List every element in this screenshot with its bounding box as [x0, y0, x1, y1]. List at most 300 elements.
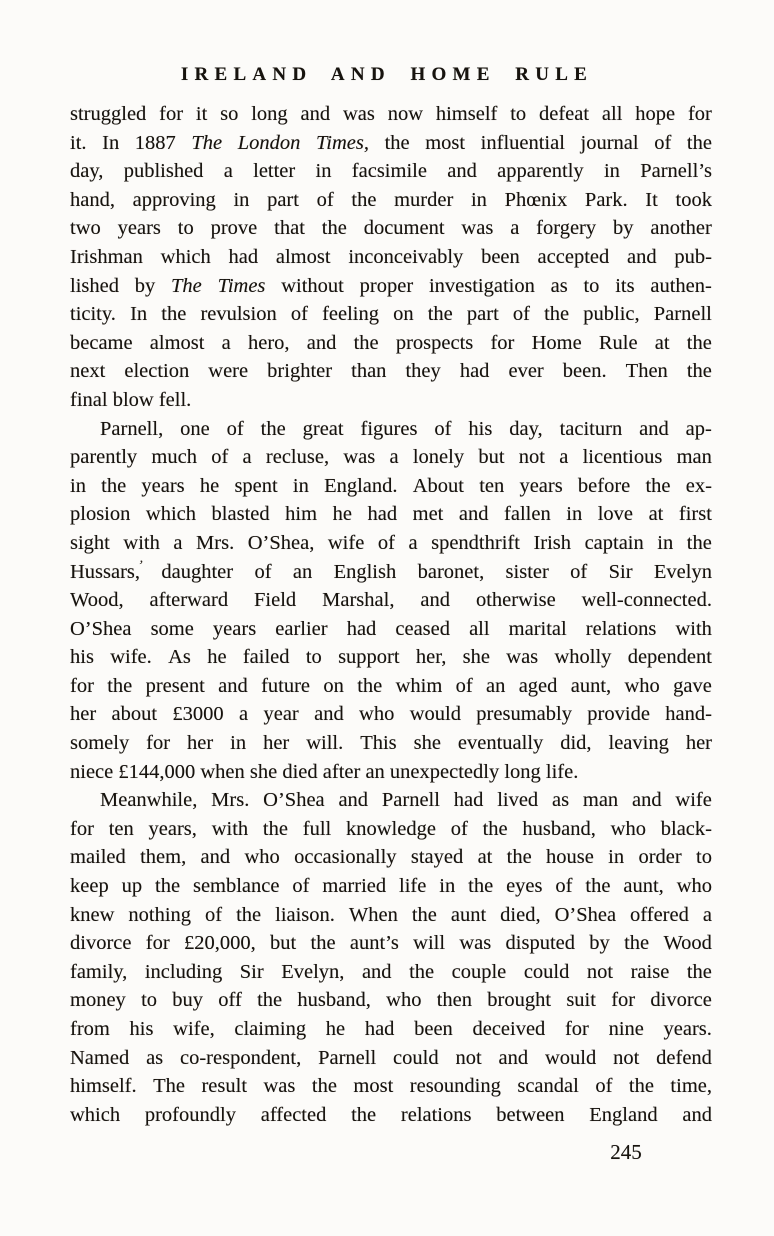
word: not — [613, 1046, 640, 1069]
word: relations — [585, 617, 657, 640]
word: When — [348, 903, 398, 926]
word: forgery — [536, 217, 597, 240]
word: relations — [400, 1103, 472, 1126]
word: to — [583, 274, 600, 297]
word: and — [218, 674, 248, 697]
word: approving — [132, 188, 216, 211]
word: £3000 — [172, 703, 224, 726]
word: and — [458, 503, 489, 526]
word: lived — [497, 789, 539, 812]
word: whim — [395, 674, 443, 697]
word: journal — [580, 131, 639, 154]
word: next — [70, 360, 106, 383]
word: the — [624, 932, 650, 955]
word: Sir — [239, 960, 264, 983]
word: almost — [149, 331, 205, 354]
word: an — [292, 560, 313, 583]
word: man — [582, 789, 619, 812]
word: could — [393, 1046, 439, 1069]
word: English — [333, 560, 397, 583]
word: earlier — [275, 617, 328, 640]
text-line — [70, 357, 712, 386]
word: were — [208, 360, 249, 383]
word: aunt, — [623, 875, 664, 898]
word: Meanwhile, — [100, 789, 198, 812]
word: figures — [360, 417, 418, 440]
word: prospects — [395, 331, 474, 354]
word: future — [261, 674, 311, 697]
word: hero, — [247, 331, 290, 354]
word: on — [393, 303, 414, 326]
text-line — [70, 815, 712, 844]
word: another — [650, 217, 712, 240]
word: affected — [260, 1103, 327, 1126]
word: a — [242, 446, 252, 469]
word: of — [211, 446, 229, 469]
word: of — [434, 417, 452, 440]
word: in — [292, 474, 309, 497]
word: on — [323, 674, 344, 697]
word: the — [384, 131, 410, 154]
word: in — [315, 160, 332, 183]
word: to — [696, 846, 712, 869]
word: of — [290, 303, 308, 326]
word: from — [70, 1018, 110, 1040]
word: most — [425, 131, 466, 154]
word: had — [228, 245, 259, 268]
word: It — [645, 188, 658, 211]
word: her — [685, 732, 712, 755]
word: of — [654, 131, 672, 154]
word: in — [233, 188, 250, 211]
word: knew — [70, 903, 115, 926]
word: letter — [253, 160, 296, 183]
word: and — [300, 103, 331, 125]
word: family, — [70, 960, 128, 983]
word: and — [639, 417, 669, 440]
word: wife. — [110, 646, 152, 669]
word: In — [102, 131, 120, 154]
word: otherwise — [475, 589, 556, 612]
word: years, — [148, 817, 197, 840]
word: keep — [70, 875, 109, 898]
word: of — [205, 903, 223, 926]
word: couple — [451, 960, 507, 983]
word: occasionally — [294, 846, 397, 869]
word: marital — [508, 617, 567, 640]
word: and — [420, 589, 451, 612]
word: would — [544, 1046, 597, 1069]
word: the — [686, 331, 712, 354]
word: black- — [660, 817, 712, 840]
word: man — [676, 446, 712, 469]
word: Named — [70, 1046, 130, 1069]
word: Parnell’s — [640, 160, 712, 183]
word: for — [70, 674, 94, 697]
word: provide — [587, 703, 650, 726]
word: taciturn — [559, 417, 623, 440]
text-line — [70, 558, 712, 587]
word: inconceivably — [348, 245, 464, 268]
word: and — [200, 846, 231, 869]
word: and — [632, 789, 662, 812]
word: plosion — [70, 503, 131, 526]
word: he — [332, 503, 352, 526]
word: semblance — [192, 875, 280, 898]
word: of — [377, 531, 395, 554]
running-header: IRELAND AND HOME RULE — [180, 64, 594, 85]
text-line — [70, 186, 712, 215]
word: could — [523, 960, 570, 983]
word: lished — [70, 274, 119, 297]
word: £20,000, — [183, 932, 256, 955]
word: and — [338, 789, 369, 812]
word: a — [702, 903, 712, 926]
text-line — [70, 929, 712, 958]
word: long — [251, 103, 288, 125]
word: a — [510, 217, 520, 240]
word: and — [682, 1103, 712, 1126]
word: so — [220, 103, 239, 125]
word: Mrs. — [196, 531, 235, 554]
word: wife — [675, 789, 712, 812]
word: great — [302, 417, 344, 440]
text-line — [70, 958, 712, 987]
word: 1887 — [134, 131, 176, 154]
word: he — [207, 646, 227, 669]
word: the — [351, 1103, 377, 1126]
word: but — [270, 932, 297, 955]
word: took — [675, 188, 712, 211]
text-block — [70, 100, 712, 1129]
word: hand, — [70, 188, 115, 211]
word: dependent — [627, 646, 712, 669]
word: in — [657, 531, 674, 554]
word: would — [409, 703, 461, 726]
word: was — [461, 217, 494, 240]
word: ap- — [685, 417, 712, 440]
word: aunt — [450, 903, 487, 926]
word: blasted — [211, 503, 270, 526]
word: for — [145, 932, 170, 955]
word: apparently — [497, 160, 584, 183]
word: which — [160, 245, 211, 268]
word: husband, — [297, 989, 371, 1012]
word: Parnell — [318, 1046, 377, 1069]
word: was — [342, 103, 375, 125]
word: offered — [630, 903, 689, 926]
word: two — [70, 217, 101, 240]
word: for — [490, 331, 515, 354]
word: to — [141, 989, 158, 1012]
word: of — [450, 817, 468, 840]
word: a — [221, 331, 231, 354]
word: the — [585, 875, 611, 898]
word: and — [627, 245, 657, 268]
word: was — [343, 446, 376, 469]
word: who — [624, 674, 660, 697]
word: Irishman — [70, 245, 143, 268]
word: wife, — [173, 1018, 215, 1040]
word: Parnell — [381, 789, 440, 812]
word: Phœnix — [504, 188, 568, 211]
word: of — [254, 560, 272, 583]
word: husband, — [522, 817, 596, 840]
word: not — [586, 960, 614, 983]
word: presumably — [476, 703, 572, 726]
word: been — [481, 245, 520, 268]
word: for — [687, 103, 712, 125]
word: wife — [327, 531, 365, 554]
word: the — [686, 531, 712, 554]
word: This — [360, 732, 397, 755]
word: authen- — [650, 274, 712, 297]
word: raise — [630, 960, 670, 983]
word: buy — [172, 989, 204, 1012]
word: the — [544, 303, 570, 326]
word: in — [566, 503, 583, 526]
word: the — [310, 932, 336, 955]
word: failed — [242, 646, 290, 669]
text-line — [70, 386, 712, 415]
word: sister — [505, 560, 549, 583]
word: all — [469, 617, 490, 640]
word: stayed — [410, 846, 464, 869]
word: Times — [217, 274, 266, 297]
text-line — [70, 1044, 712, 1073]
word: including — [144, 960, 223, 983]
text-line — [70, 272, 712, 301]
word: that — [274, 217, 305, 240]
word: love — [597, 503, 634, 526]
page-number: 245 — [610, 1140, 642, 1164]
word: the — [468, 875, 494, 898]
word: The — [171, 274, 202, 297]
word: her, — [415, 646, 447, 669]
word: him — [285, 503, 318, 526]
word: who — [676, 875, 712, 898]
word: O’Shea — [263, 789, 325, 812]
word: the — [311, 1075, 337, 1098]
word: part — [466, 303, 499, 326]
word: O’Shea, — [247, 531, 315, 554]
text-line — [70, 586, 712, 615]
word: ex- — [685, 474, 712, 497]
word: resounding — [409, 1075, 501, 1098]
word: a — [173, 531, 183, 554]
word: as — [550, 274, 568, 297]
word: the — [427, 303, 453, 326]
word: of — [316, 188, 334, 211]
text-line — [70, 1015, 712, 1044]
word: afterward — [149, 589, 229, 612]
word: at — [654, 331, 670, 354]
word: The — [191, 131, 223, 154]
word: Home — [531, 331, 582, 354]
word: of — [292, 875, 310, 898]
word: himself — [435, 103, 498, 125]
text-line — [70, 529, 712, 558]
word: without — [281, 274, 344, 297]
word: between — [496, 1103, 565, 1126]
word: a — [223, 160, 233, 183]
word: with — [123, 531, 160, 554]
word: pub- — [674, 245, 712, 268]
word: one — [180, 417, 210, 440]
text-line — [70, 1101, 712, 1130]
word: wholly — [554, 646, 612, 669]
text-segment: niece £144,000 when she died after an unexpectedly long life. — [70, 760, 579, 783]
word: Rule — [598, 331, 638, 354]
word: at — [477, 846, 493, 869]
word: for — [564, 1018, 589, 1040]
word: his — [468, 417, 493, 440]
word: to — [510, 103, 527, 125]
word: public, — [583, 303, 640, 326]
word: of — [570, 560, 588, 583]
word: had — [453, 789, 484, 812]
text-line — [70, 243, 712, 272]
word: a — [239, 703, 249, 726]
text-line — [70, 129, 712, 158]
word: in — [603, 160, 620, 183]
word: a — [559, 446, 569, 469]
word: Sir — [608, 560, 633, 583]
word: the — [686, 360, 712, 383]
word: prove — [210, 217, 258, 240]
word: ceased — [395, 617, 450, 640]
word: the — [101, 474, 127, 497]
word: up — [121, 875, 143, 898]
word: ticity. — [70, 303, 116, 326]
word: he — [325, 1018, 346, 1040]
word: eventually — [457, 732, 544, 755]
word: her — [70, 703, 97, 726]
word: liaison. — [275, 903, 335, 926]
word: the — [155, 875, 181, 898]
word: was — [459, 932, 492, 955]
word: for — [146, 732, 171, 755]
word: then — [436, 989, 473, 1012]
word: of — [555, 875, 573, 898]
word: About — [412, 474, 464, 497]
word: the — [260, 417, 286, 440]
word: years — [519, 474, 563, 497]
word: the — [262, 817, 288, 840]
word: deceived — [472, 1018, 546, 1040]
word: Evelyn, — [281, 960, 345, 983]
text-line — [70, 729, 712, 758]
word: Evelyn — [653, 560, 712, 583]
text-line — [70, 100, 712, 129]
word: well-connected. — [581, 589, 712, 612]
word: fallen — [504, 503, 551, 526]
word: scandal — [517, 1075, 579, 1098]
word: hope — [635, 103, 676, 125]
word: had — [459, 360, 490, 383]
word: defeat — [539, 103, 590, 125]
word: Wood, — [70, 589, 124, 612]
word: the — [107, 674, 133, 697]
word: met — [412, 503, 444, 526]
word: them, — [140, 846, 187, 869]
text-line — [70, 700, 712, 729]
word: Field — [254, 589, 297, 612]
word: Times, — [315, 131, 369, 154]
word: before — [577, 474, 631, 497]
word: of — [595, 1075, 613, 1098]
word: ten — [479, 474, 505, 497]
text-line — [70, 872, 712, 901]
word: baronet, — [417, 560, 485, 583]
word: spendthrift — [431, 531, 520, 554]
word: died, — [500, 903, 541, 926]
word: will — [413, 932, 446, 955]
word: by — [613, 217, 634, 240]
text-line — [70, 786, 712, 815]
word: claiming — [234, 1018, 307, 1040]
word: at — [648, 503, 664, 526]
word: years — [141, 474, 185, 497]
word: most — [353, 1075, 394, 1098]
word: his — [129, 1018, 154, 1040]
word: daughter — [161, 560, 234, 583]
word: co-respondent, — [180, 1046, 302, 1069]
word: of — [226, 417, 244, 440]
word: to — [305, 646, 322, 669]
word: and — [306, 331, 337, 354]
word: brighter — [267, 360, 333, 383]
word: eyes — [506, 875, 543, 898]
word: the — [686, 960, 712, 983]
word: became — [70, 331, 133, 354]
word: document — [363, 217, 445, 240]
word: somely — [70, 732, 130, 755]
word: with — [675, 617, 712, 640]
text-line — [70, 214, 712, 243]
text-line — [70, 329, 712, 358]
word: and — [314, 703, 344, 726]
word: with — [211, 817, 249, 840]
word: Hussars, — [70, 560, 141, 583]
word: nothing — [128, 903, 192, 926]
text-line — [70, 643, 712, 672]
word: defend — [656, 1046, 712, 1069]
word: suit — [566, 989, 596, 1012]
word: day, — [70, 160, 104, 183]
word: proper — [359, 274, 414, 297]
word: in — [70, 474, 86, 497]
word: present — [145, 674, 205, 697]
word: revulsion — [200, 303, 277, 326]
word: struggled — [70, 103, 147, 125]
word: which — [70, 1103, 121, 1126]
word: of — [512, 303, 530, 326]
word: and — [498, 1046, 529, 1069]
word: parently — [70, 446, 138, 469]
word: The — [153, 1075, 185, 1098]
ink-speck-artifact: , — [138, 549, 145, 567]
word: been — [414, 1018, 453, 1040]
word: married — [322, 875, 387, 898]
word: investigation — [428, 274, 535, 297]
word: published — [123, 160, 204, 183]
word: by — [134, 274, 156, 297]
word: had — [364, 1018, 395, 1040]
word: been. — [562, 360, 607, 383]
word: himself. — [70, 1075, 137, 1098]
word: by — [589, 932, 610, 955]
